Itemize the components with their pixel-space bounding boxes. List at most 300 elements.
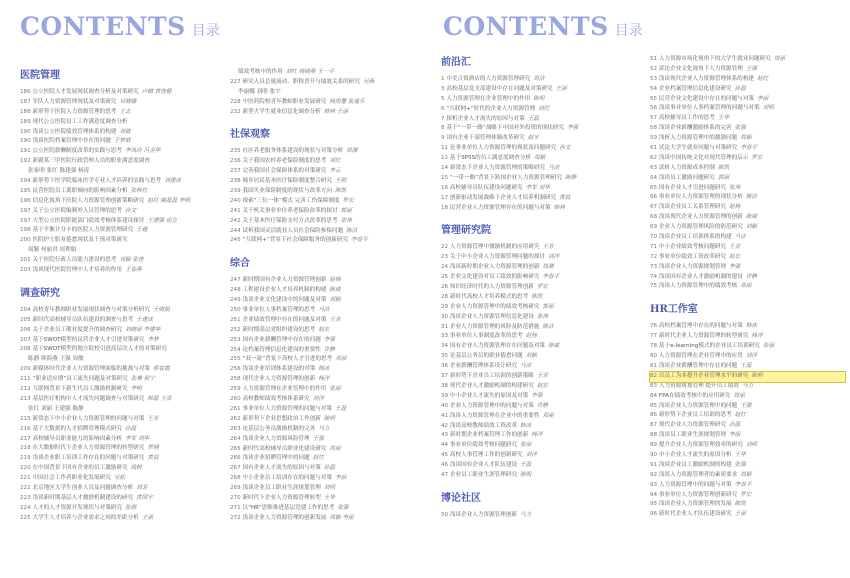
- toc-author: 刘红 杨晓燕 王一平: [285, 69, 335, 75]
- toc-page-number: 29: [441, 303, 449, 310]
- toc-author: 邓丽: [542, 412, 554, 419]
- toc-article-title: FPA在绩效考核中的应用研究: [658, 392, 731, 399]
- toc-author: 王晓娟: [152, 306, 170, 313]
- toc-article-title: 信息化视角下医院人力资源管理创新策略研究: [32, 197, 145, 204]
- toc-page-number: 207: [20, 336, 31, 343]
- toc-page-number: 227: [230, 78, 241, 85]
- toc-article-title: 中小企业绩效考核问题研究: [658, 243, 727, 250]
- toc-entry: [230, 504, 420, 514]
- toc-author: 郭丽: [340, 207, 352, 214]
- toc-page-number: 93: [650, 481, 658, 488]
- toc-entry: [20, 385, 220, 395]
- toc-article-title: 中小企业员工培训存在的问题与对策: [242, 475, 332, 482]
- toc-article-title: 论基层公务员的职业倦怠问题: [449, 353, 523, 360]
- toc-page-number: 1: [441, 76, 445, 82]
- toc-article-title: 陈静 韩海燕 王强 周敏: [28, 356, 84, 363]
- toc-entry: [441, 204, 641, 214]
- toc-author: 赵杨: [329, 277, 341, 284]
- toc-article-title: 创新驱动发展战略下企业人才培养机制研究: [449, 194, 557, 201]
- toc-page-number: 16: [441, 184, 449, 191]
- toc-author: 张强: [734, 125, 746, 132]
- toc-author: 刘颖: [745, 224, 758, 231]
- toc-page-number: 261: [230, 405, 241, 412]
- toc-page-number: 232: [230, 108, 241, 115]
- toc-page-number: 28: [441, 293, 449, 300]
- toc-article-title: 浅谈企业员工职业生涯规划管理: [242, 485, 321, 492]
- toc-author: 罗宏: [740, 491, 752, 498]
- toc-entry: [441, 124, 641, 134]
- toc-page-number: 66: [650, 194, 658, 201]
- toc-page-number: 92: [650, 471, 658, 478]
- toc-author: 罗宏: [342, 197, 354, 204]
- toc-article-title: 以“HR”思维推进基层党建工作的思考: [242, 504, 335, 511]
- toc-article-title: 周颖 何丽君 周利娟: [28, 247, 77, 254]
- toc-entry: [441, 134, 641, 144]
- toc-article-title: 公立医院人才发展现状调查分析及对策研究: [32, 89, 139, 95]
- toc-page-number: 220: [20, 465, 31, 472]
- toc-page-number: 70: [650, 234, 658, 241]
- toc-page-number: 201: [20, 257, 31, 264]
- toc-article-title: 企业人力资源管理的风险及防范措施: [449, 323, 540, 330]
- toc-article-title: 民营医院员工离职倾向的影响因素分析: [32, 187, 128, 194]
- toc-article-title: 北京地区大学生创业人员及问题调查分析: [32, 484, 134, 491]
- toc-entry: [230, 464, 420, 474]
- toc-author: 许静: [536, 402, 549, 409]
- toc-article-title: 国有企业人才引进问题研究: [658, 184, 727, 191]
- toc-entry: [650, 213, 845, 223]
- toc-page-number: 31: [441, 323, 449, 330]
- toc-entry-continuation: [20, 167, 220, 177]
- toc-entry: [650, 253, 845, 263]
- toc-page-number: 213: [20, 395, 31, 402]
- toc-page-number: 68: [650, 214, 658, 221]
- toc-author: 孙磊: [729, 422, 741, 429]
- contents-subtitle: 目录: [191, 23, 220, 39]
- toc-article-title: 国有企业人才流失的原因与对策: [242, 465, 321, 472]
- toc-author: 邓丽: [335, 356, 347, 363]
- toc-author: 陈凯: [734, 501, 746, 508]
- toc-entry: [230, 375, 420, 385]
- toc-entry: [441, 144, 641, 154]
- toc-article-title: 完善我国社会保障体系的对策研究: [242, 168, 327, 175]
- toc-author: 王丽: [734, 511, 746, 518]
- toc-entry: [20, 187, 220, 197]
- toc-entry: [230, 415, 420, 425]
- toc-page-number: 249: [230, 297, 241, 304]
- toc-page-number: 59: [650, 135, 658, 142]
- toc-entry: [230, 207, 420, 217]
- toc-article-title: 现代企业人力资源管理研究: [658, 422, 727, 429]
- toc-entry: [650, 124, 845, 134]
- toc-section-heading: HR工作室: [650, 304, 698, 316]
- toc-entry: [650, 382, 845, 392]
- toc-entry: [650, 85, 845, 95]
- toc-article-title: 试论企业文化视角下人力资源管理: [658, 65, 743, 72]
- toc-article-title: 基于大数据的人才招聘管理模式研究: [32, 425, 122, 432]
- toc-article-title: 高校人事管理工作的创新研究: [449, 452, 523, 459]
- toc-entry: [230, 425, 420, 435]
- toc-entry: [20, 207, 220, 217]
- toc-author: 周颖: [740, 135, 752, 142]
- toc-author: 陈凯: [717, 164, 730, 171]
- toc-article-title: 试论大学生就业问题与对策研究: [658, 145, 738, 152]
- toc-page-number: 80: [650, 353, 658, 360]
- toc-page-number: 35: [441, 353, 449, 360]
- toc-author: 陈明: [533, 95, 545, 102]
- toc-article-title: 大型公立医院职能部门绩效考核体系建设探讨: [32, 217, 145, 224]
- toc-page-number: 219: [20, 455, 31, 462]
- toc-page-number: 271: [230, 504, 241, 511]
- toc-author: 孙文: [124, 207, 137, 214]
- toc-article-title: 新时代下企业人力资源管理转型: [242, 494, 321, 501]
- toc-page-number: 95: [650, 501, 658, 508]
- toc-entry: [650, 164, 845, 174]
- toc-entry: [20, 197, 220, 207]
- toc-page-number: 61: [650, 145, 658, 152]
- toc-page-number: 9: [441, 135, 445, 142]
- toc-article-title: 大学生人才培养与企业需求之间的差距分析: [32, 514, 139, 521]
- toc-article-title: 人力资源市场化视角下的大学生就业问题研究: [658, 56, 771, 62]
- toc-author: 王强: [745, 65, 758, 72]
- toc-entry: [230, 236, 420, 246]
- toc-page-number: 74: [650, 273, 658, 280]
- toc-author: 刘颖: [329, 297, 341, 304]
- toc-article-title: 浅谈企业人力资源规划管理: [658, 263, 727, 270]
- toc-entry: [230, 514, 420, 524]
- toc-article-title: 浅谈公立医院绩效管理体系的构建: [32, 128, 117, 135]
- toc-author: 韩冰: [520, 422, 532, 429]
- toc-author: 王芳: [542, 244, 554, 251]
- toc-page-number: 75: [650, 283, 658, 290]
- toc-author: 刘建成: [164, 178, 181, 185]
- right-page-column-1: [441, 55, 641, 521]
- toc-section-heading: 博论社区: [441, 492, 481, 504]
- toc-page-number: 248: [230, 287, 241, 294]
- toc-article-title: 李丽娜 刘明 张宇: [238, 88, 281, 95]
- toc-article-title: 在中国背景下国有企业的员工激励研究: [32, 465, 128, 472]
- toc-entry: [650, 421, 845, 431]
- toc-page-number: 18: [441, 204, 449, 211]
- toc-entry: [650, 461, 845, 471]
- toc-entry: [441, 253, 641, 263]
- contents-header-right: [443, 12, 643, 41]
- toc-author: 刘洋: [548, 254, 560, 261]
- toc-article-title: 新时代高校人才培养模式的思考: [449, 293, 529, 300]
- toc-article-title: 浅谈企业员工关系管理研究: [658, 204, 727, 211]
- toc-page-number: 24: [441, 264, 449, 271]
- toc-article-title: 基于“一带一路”战略下中国对外投资的现状研究: [446, 125, 565, 132]
- toc-author: 李春平: [740, 145, 758, 152]
- toc-page-number: 197: [20, 207, 31, 214]
- toc-page-number: 258: [230, 376, 241, 383]
- toc-page-number: 56: [650, 105, 658, 112]
- toc-author: 赵红 姚磊磊 李明: [147, 197, 191, 204]
- toc-author: 杨洋: [751, 333, 763, 340]
- toc-article-title: 医院护士职业倦怠现状及干预对策研究: [32, 237, 128, 244]
- toc-author: 陈凯: [531, 293, 543, 300]
- toc-page-number: 5: [441, 95, 445, 102]
- toc-article-title: 绩效考核中的作用: [238, 69, 283, 75]
- toc-entry: [20, 345, 220, 355]
- toc-author: 李梦: [147, 336, 159, 343]
- toc-entry: [650, 342, 845, 352]
- toc-author: 赵宇: [527, 135, 539, 142]
- toc-author: 吴燕: [362, 78, 375, 85]
- toc-article-title: 基层医疗机构中人才流失问题调查与对策研究: [32, 395, 145, 402]
- toc-author: 刘明: [762, 105, 774, 112]
- toc-entry: [650, 282, 845, 292]
- toc-article-title: 浅谈企业薪酬管理中存在的问题: [658, 362, 738, 369]
- toc-page-number: 203: [20, 267, 31, 274]
- toc-author: 刘颖 张佳: [119, 257, 144, 264]
- toc-entry: [20, 365, 220, 375]
- toc-page-number: 54: [650, 85, 658, 92]
- toc-page-number: 218: [20, 445, 31, 452]
- toc-article-title: 浅析人力资源管理中的激励问题: [658, 135, 738, 142]
- toc-entry: [441, 392, 641, 402]
- toc-page-number: 215: [20, 415, 31, 422]
- toc-page-number: 73: [650, 263, 658, 270]
- toc-entry: [441, 154, 641, 164]
- right-page-column-2: [650, 55, 845, 520]
- toc-entry: [20, 108, 220, 118]
- toc-article-title: “双一流”背景下高校人才引进的思考: [242, 356, 333, 363]
- toc-article-title: 高校辅导员队伍建设问题研究: [449, 184, 523, 191]
- toc-author: 王磊: [740, 362, 752, 369]
- toc-page-number: 242: [230, 217, 241, 224]
- toc-page-number: 36: [441, 363, 449, 370]
- toc-entry-continuation: [20, 405, 220, 415]
- toc-entry: [650, 233, 845, 243]
- toc-entry: [230, 336, 420, 346]
- toc-entry: [230, 494, 420, 504]
- toc-article-title: 工程建设企业人才培养机制的构建: [242, 287, 327, 294]
- toc-author: 李云: [329, 168, 341, 175]
- toc-entry: [441, 293, 641, 303]
- toc-entry: [20, 98, 220, 108]
- toc-article-title: 基于SWOT模型的民营企业人才引进对策研究: [32, 336, 145, 343]
- toc-author: 王芳: [536, 373, 549, 380]
- contents-title-right: CONTENTS: [443, 12, 609, 41]
- toc-section-heading: 医院管理: [20, 70, 60, 81]
- toc-entry: [441, 471, 641, 481]
- toc-author: 杨洋: [531, 432, 543, 439]
- toc-article-title: 浅谈企业员工培训体系的构建: [658, 234, 732, 241]
- toc-article-title: 知识经济时代的人力资源管理创新: [449, 284, 534, 291]
- toc-article-title: 浅谈高校教师绩效工资改革: [449, 422, 518, 429]
- toc-author: 罗宏: [536, 284, 549, 291]
- toc-entry: [650, 263, 845, 273]
- toc-author: 刘明: [745, 442, 758, 449]
- toc-article-title: 公立医院薪酬制度改革的实践与思考: [32, 148, 122, 155]
- toc-entry: [441, 273, 641, 283]
- toc-article-title: 企业绩效管理中存在的问题及对策: [242, 316, 327, 323]
- toc-page-number: 22: [441, 244, 449, 251]
- toc-entry: [20, 128, 220, 138]
- toc-entry: [230, 108, 420, 118]
- toc-page-number: 30: [441, 313, 449, 320]
- toc-entry: [441, 313, 641, 323]
- toc-article-title: 关于机关事业单位养老保险改革的探讨: [242, 207, 338, 214]
- toc-article-title: 浅谈现代医院管理中人才培养的作用: [32, 267, 122, 274]
- toc-entry: [20, 336, 220, 346]
- toc-entry: [650, 75, 845, 85]
- toc-article-title: 新疆某三甲医院行政管理人员的职业满意度调查: [32, 158, 150, 165]
- toc-entry: [20, 316, 220, 326]
- toc-article-title: 现代企业人才激励机制的构建研究: [449, 382, 534, 389]
- toc-page-number: 235: [230, 148, 241, 155]
- toc-page-number: 206: [20, 326, 31, 333]
- toc-entry: [650, 402, 845, 412]
- toc-entry: [20, 464, 220, 474]
- toc-entry: [230, 286, 420, 296]
- toc-entry: [20, 494, 220, 504]
- toc-page-number: 252: [230, 326, 241, 333]
- toc-page-number: 217: [20, 435, 31, 442]
- toc-page-number: 205: [20, 316, 31, 323]
- toc-page-number: 84: [650, 392, 658, 399]
- toc-page-number: 269: [230, 485, 241, 492]
- toc-article-title: 我国失业保险制度的现状与改革方向: [242, 188, 332, 195]
- toc-article-title: 关于公立医院编制外人员管理的思考: [32, 207, 122, 214]
- toc-author: 李强: [531, 392, 543, 399]
- toc-entry: [650, 154, 845, 164]
- toc-section-heading: 综合: [230, 258, 250, 270]
- toc-entry: [20, 484, 220, 494]
- toc-page-number: 14: [441, 165, 449, 172]
- toc-author: 张秋红: [130, 187, 148, 194]
- toc-article-title: 中医药院校青年教师职业发展研究: [242, 98, 327, 105]
- toc-entry-continuation: [230, 88, 420, 98]
- toc-author: 刘敏: [119, 128, 131, 135]
- toc-author: 孙磊: [734, 85, 746, 92]
- toc-entry: [230, 306, 420, 316]
- toc-entry: [650, 392, 845, 402]
- toc-author: 刘明: [323, 485, 335, 492]
- toc-author: 王建成: [136, 316, 153, 323]
- toc-author: 马力: [520, 511, 532, 518]
- toc-page-number: 72: [650, 253, 658, 260]
- toc-page-number: 265: [230, 445, 241, 452]
- toc-author: 周渊: [346, 148, 358, 155]
- toc-page-number: 78: [650, 343, 658, 350]
- toc-page-number: 188: [20, 108, 31, 115]
- toc-entry: [230, 296, 420, 306]
- toc-author: 赵杨: [525, 333, 537, 340]
- toc-author: 张丽: [329, 386, 341, 393]
- toc-article-title: 浅谈企业职工培训工作存在的问题与对策研究: [32, 455, 145, 462]
- toc-page-number: 211: [20, 376, 31, 383]
- toc-entry: [230, 177, 420, 187]
- toc-article-title: 浅谈员工激励问题研究: [658, 174, 715, 181]
- toc-article-title: 中国社会工作者职业化发展研究: [32, 475, 111, 482]
- toc-page-number: 17: [441, 194, 449, 201]
- toc-page-number: 57: [650, 115, 658, 122]
- toc-article-title: 关于基本医疗保险支付方式改革的思考: [242, 217, 338, 224]
- toc-author: 郭丽: [542, 303, 554, 310]
- toc-page-number: 42: [441, 422, 449, 429]
- toc-article-title: “一带一路”背景下跨国企业人力资源管理研究: [449, 174, 562, 181]
- toc-article-title: 中美合资酒店的人力资源管理研究: [446, 76, 531, 82]
- toc-entry: [650, 481, 845, 491]
- toc-page-number: 62: [650, 154, 658, 161]
- toc-author: 李丽: [729, 432, 741, 439]
- toc-entry: [441, 164, 641, 174]
- toc-article-title: 基于SWOT模型的地方院校引进高层次人才的对策研究: [32, 346, 167, 353]
- toc-page-number: 251: [230, 316, 241, 323]
- toc-page-number: 262: [230, 415, 241, 422]
- toc-article-title: 现代企业人力资源管理的创新: [242, 376, 316, 383]
- toc-page-number: 197: [20, 217, 31, 224]
- toc-author: 张伟: [729, 184, 741, 191]
- toc-section-heading: 社保观察: [230, 129, 270, 141]
- toc-page-number: 224: [20, 504, 31, 511]
- toc-author: 陈威: [745, 214, 758, 221]
- toc-page-number: 65: [650, 184, 658, 191]
- toc-page-number: 196: [20, 197, 31, 204]
- toc-article-title: 事业单位人事制度改革的思考: [449, 333, 523, 340]
- toc-article-title: 人才的人才资源开发现状与对策研究: [32, 504, 122, 511]
- toc-entry: [20, 444, 220, 454]
- toc-article-title: 新型大学生就业信息化调查分析: [242, 108, 321, 115]
- toc-author: 罗宏: [751, 154, 763, 161]
- toc-article-title: 事业单位人力资源管理创新研究: [658, 491, 738, 498]
- toc-entry: [650, 491, 845, 501]
- toc-article-title: 企业人力资源管理中的绩效考核研究: [449, 303, 540, 310]
- toc-article-title: 新常态下中小企业人力资源管理的问题与对策: [32, 415, 145, 422]
- toc-article-title: 互联网背景下新生代员工激励机制研究: [32, 386, 128, 393]
- toc-page-number: 33: [441, 333, 449, 340]
- toc-article-title: 浅谈现代企业人力资源管理体系的构建: [658, 75, 755, 82]
- toc-author: 李军 刘华: [525, 184, 550, 191]
- toc-author: 王磊: [520, 462, 532, 469]
- toc-article-title: 在大数据时代下企业人力资源管理的转型研究: [32, 445, 145, 452]
- toc-article-title: 基于平衡计分卡的医院人力资源管理研究: [32, 227, 134, 234]
- contents-subtitle-right: 目录: [614, 23, 643, 39]
- toc-article-title: 浅谈人力资源管理中的绩效考核: [658, 283, 738, 290]
- toc-page-number: 259: [230, 386, 241, 393]
- toc-author: 马洁: [734, 234, 746, 241]
- toc-author: 陈洁: [745, 194, 758, 201]
- toc-article-title: 企业人力资源管理中的问题与对策: [449, 402, 534, 409]
- toc-author: 马力: [742, 382, 754, 389]
- toc-author: 邓丽: [740, 283, 752, 290]
- toc-entry: [650, 510, 845, 520]
- toc-page-number: 41: [441, 412, 449, 419]
- toc-entry: [650, 332, 845, 342]
- toc-entry: [650, 203, 845, 213]
- toc-page-number: 67: [650, 204, 658, 211]
- toc-page-number: 83: [650, 382, 658, 389]
- toc-article-title: 事业单位人力资源管理的问题与对策: [242, 405, 332, 412]
- toc-entry: [20, 504, 220, 514]
- toc-author: 卢鹤 黄佳健: [141, 89, 172, 95]
- toc-article-title: 新形势下医院人力资源管理的思考: [32, 108, 117, 115]
- toc-article-title: 新时期基层党组织建设的思考: [242, 326, 316, 333]
- toc-entry: [230, 484, 420, 494]
- toc-page-number: 46: [441, 462, 449, 469]
- toc-page-number: 190: [20, 128, 31, 135]
- toc-entry: [650, 441, 845, 451]
- toc-page-number: 236: [230, 158, 241, 165]
- toc-article-title: 浅谈新时期企业人力资源管理的创新: [449, 264, 540, 271]
- toc-author: 李春平: [734, 481, 752, 488]
- toc-article-title: 浅谈员工职业生涯规划管理: [658, 432, 727, 439]
- toc-page-number: 247: [230, 277, 241, 284]
- toc-author: 杨雨馨 张道乐: [329, 98, 365, 105]
- toc-page-number: 254: [230, 346, 241, 353]
- toc-entry: [230, 365, 420, 375]
